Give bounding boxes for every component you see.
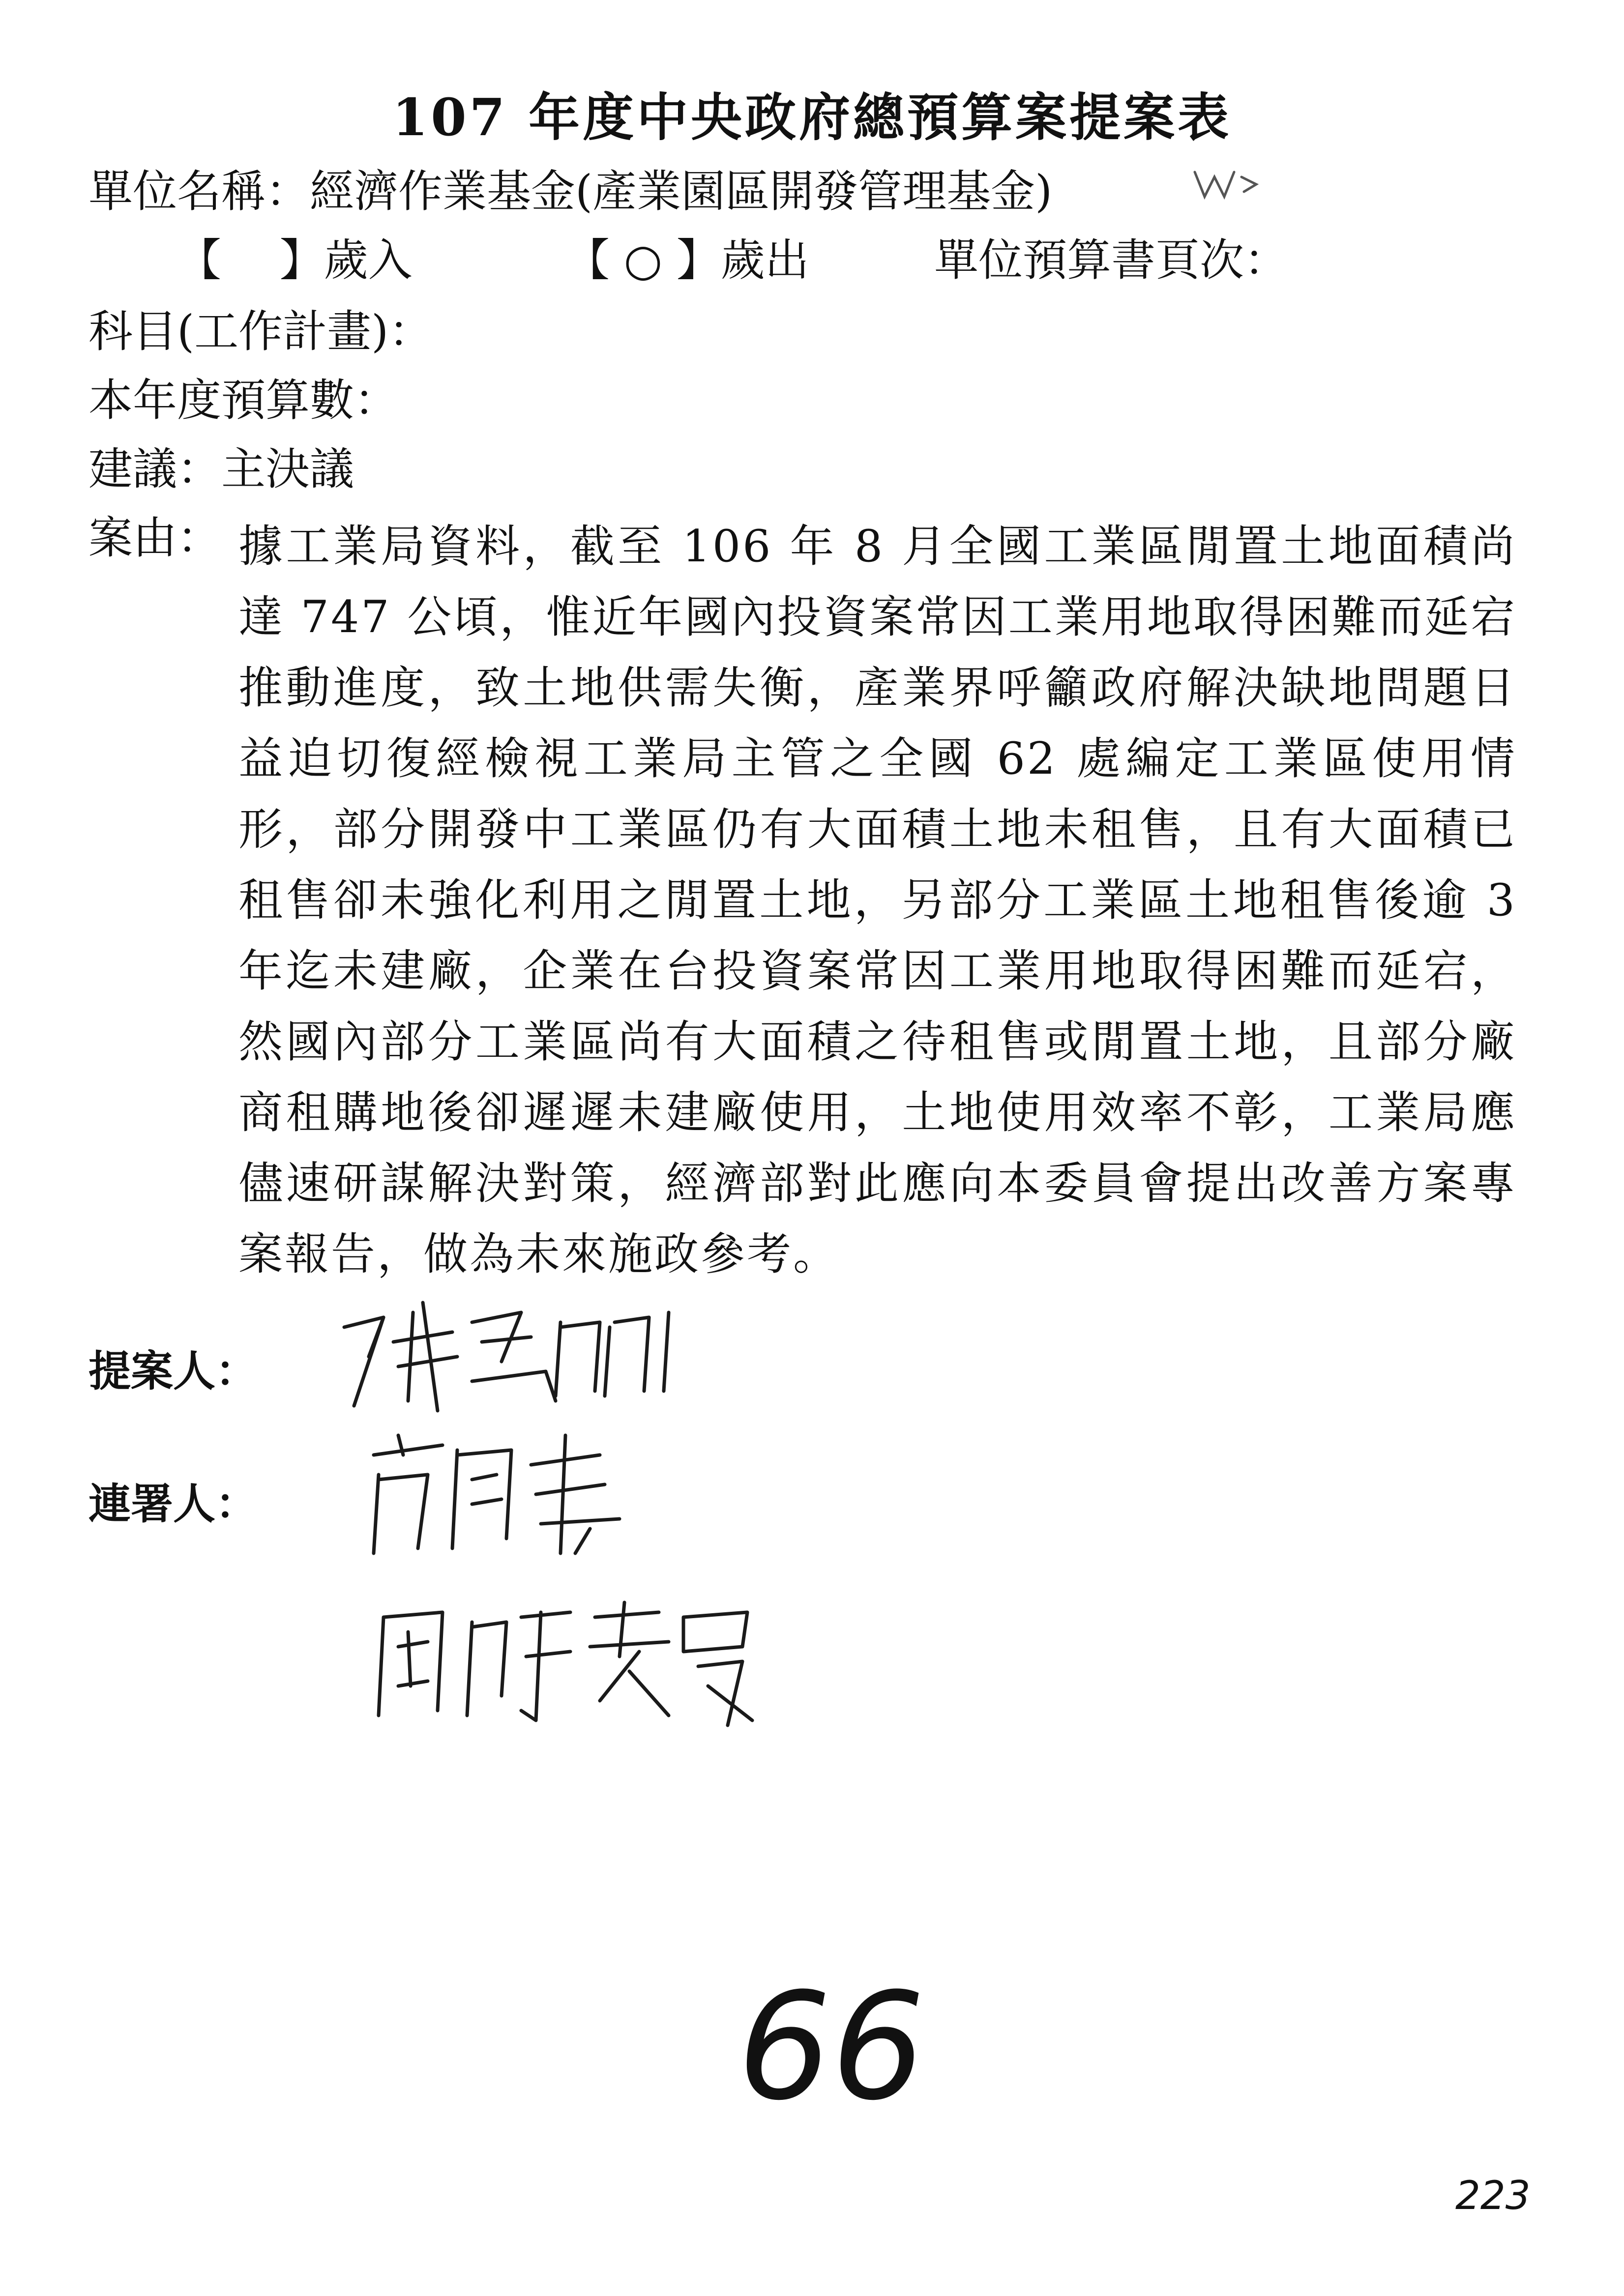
cosigner-label: 連署人： (89, 1479, 258, 1529)
case-text: 據工業局資料，截至 106 年 8 月全國工業區閒置土地面積尚達 747 公頃，惟近年國內投資案常因工業用地取得困難而延宕推動進度，致土地供需失衡，產業界呼籲政府解決缺地問題日益迫切復經檢視工業局主管之全國 62 處編定工業區使用情形，部分開發中工業區仍有大面積土地未租售，且有大面積已租售卻未強化利用之閒置土地，另部分工業區土地租售後逾 3 年迄未建廠，企業在台投資案常因工業用地取得困難而延宕，然國內部分工業區尚有大面積之待租售或閒置土地，且部分廠商租購地後卻遲遲未建廠使用，土地使用效率不彰，工業局應儘速研謀解決對策，經濟部對此應向本委員會提出改善方案專案報告，做為未來施政參考。 (238, 521, 1517, 1280)
document-title: 107 年度中央政府總預算案提案表 (392, 87, 1232, 147)
recommendation-value: 主決議 (221, 443, 354, 495)
recommendation-row (89, 442, 354, 496)
unit-label: 單位名稱： (89, 166, 310, 217)
corner-page-number: 223 (1455, 2173, 1531, 2218)
revenue-checkbox-label: 【 】歲入 (177, 234, 413, 286)
budget-label: 本年度預算數： (89, 375, 398, 426)
recommendation-label: 建議： (89, 443, 221, 495)
unit-row (89, 165, 1052, 219)
page-reference-label: 單位預算書頁次： (934, 234, 1288, 286)
case-label: 案由： (89, 512, 221, 564)
proposer-label: 提案人： (89, 1346, 258, 1396)
subject-label: 科目(工作計畫)： (89, 306, 433, 357)
cosigner-signature-2 (364, 1588, 767, 1735)
handwritten-margin-mark (1190, 162, 1264, 206)
unit-value: 經濟作業基金(產業園區開發管理基金) (310, 166, 1053, 217)
expense-checkbox-label: 【 ○ 】歲出 (565, 234, 809, 286)
handwritten-page-number: 66 (738, 1961, 925, 2133)
subject-row (89, 305, 433, 359)
cosigner-signature-1 (344, 1425, 659, 1563)
proposer-signature (325, 1283, 698, 1430)
budget-row (89, 374, 398, 428)
